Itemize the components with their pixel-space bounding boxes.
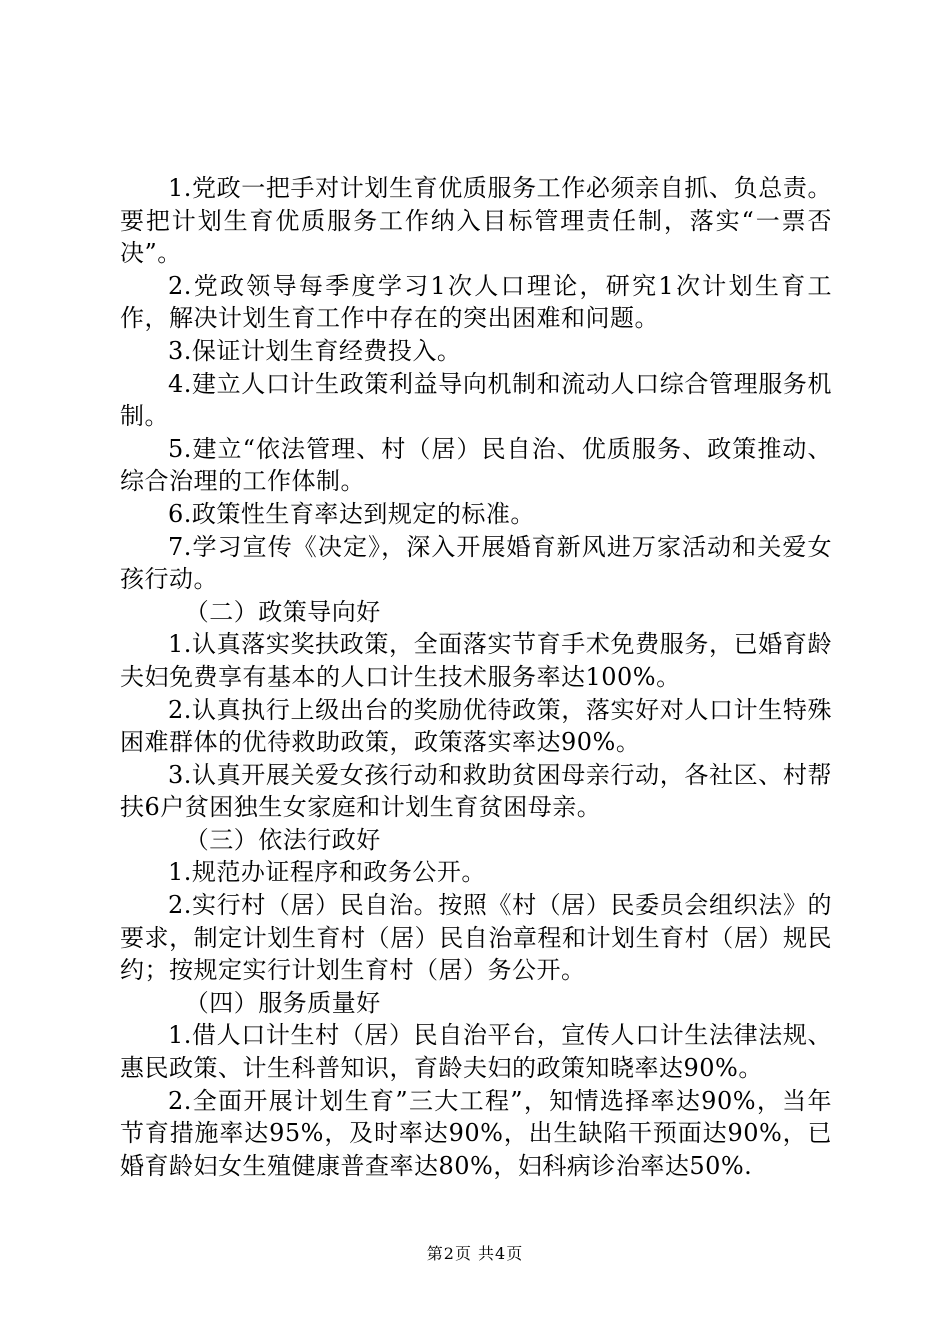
paragraph-item-13: 1.借人口计生村（居）民自治平台，宣传人口计生法律法规、惠民政策、计生科普知识，育龄夫妇的政策知晓率达90%。 [120, 1021, 832, 1083]
document-body [120, 172, 832, 1182]
paragraph-item-7: 7.学习宣传《决定》，深入开展婚育新风进万家活动和关爱女孩行动。 [120, 532, 832, 594]
paragraph-item-4: 4.建立人口计生政策利益导向机制和流动人口综合管理服务机制。 [120, 369, 832, 431]
paragraph-item-2: 2.党政领导每季度学习1次人口理论，研究1次计划生育工作，解决计划生育工作中存在的突出困难和问题。 [120, 271, 832, 333]
paragraph-item-9: 2.认真执行上级出台的奖励优待政策，落实好对人口计生特殊困难群体的优待救助政策，政策落实率达90%。 [120, 695, 832, 757]
section-heading-2: （二）政策导向好 [184, 597, 381, 626]
paragraph-item-11: 1.规范办证程序和政务公开。 [168, 858, 486, 887]
page-number-footer: 第2页 共4页 [426, 1244, 524, 1263]
paragraph-item-6: 6.政策性生育率达到规定的标准。 [168, 499, 535, 528]
section-heading-4: （四）服务质量好 [184, 988, 381, 1017]
paragraph-item-8: 1.认真落实奖扶政策，全面落实节育手术免费服务，已婚育龄夫妇免费享有基本的人口计生技术服务率达100%。 [120, 630, 832, 691]
paragraph-item-5: 5.建立“依法管理、村（居）民自治、优质服务、政策推动、综合治理的工作体制。 [120, 434, 832, 496]
paragraph-item-12: 2.实行村（居）民自治。按照《村（居）民委员会组织法》的要求，制定计划生育村（居）民自治章程和计划生育村（居）规民约；按规定实行计划生育村（居）务公开。 [120, 891, 832, 985]
paragraph-item-1: 1.党政一把手对计划生育优质服务工作必须亲自抓、负总责。要把计划生育优质服务工作纳入目标管理责任制，落实“一票否决”。 [120, 174, 832, 268]
section-heading-3: （三）依法行政好 [184, 825, 381, 854]
paragraph-item-14: 2.全面开展计划生育”三大工程”，知情选择率达90%，当年节育措施率达95%，及时率达90%，出生缺陷干预面达90%，已婚育龄妇女生殖健康普查率达80%，妇科病诊治率达50%. [120, 1086, 832, 1180]
paragraph-item-3: 3.保证计划生育经费投入。 [168, 336, 462, 365]
paragraph-item-10: 3.认真开展关爱女孩行动和救助贫困母亲行动，各社区、村帮扶6户贫困独生女家庭和计划生育贫困母亲。 [120, 760, 832, 822]
